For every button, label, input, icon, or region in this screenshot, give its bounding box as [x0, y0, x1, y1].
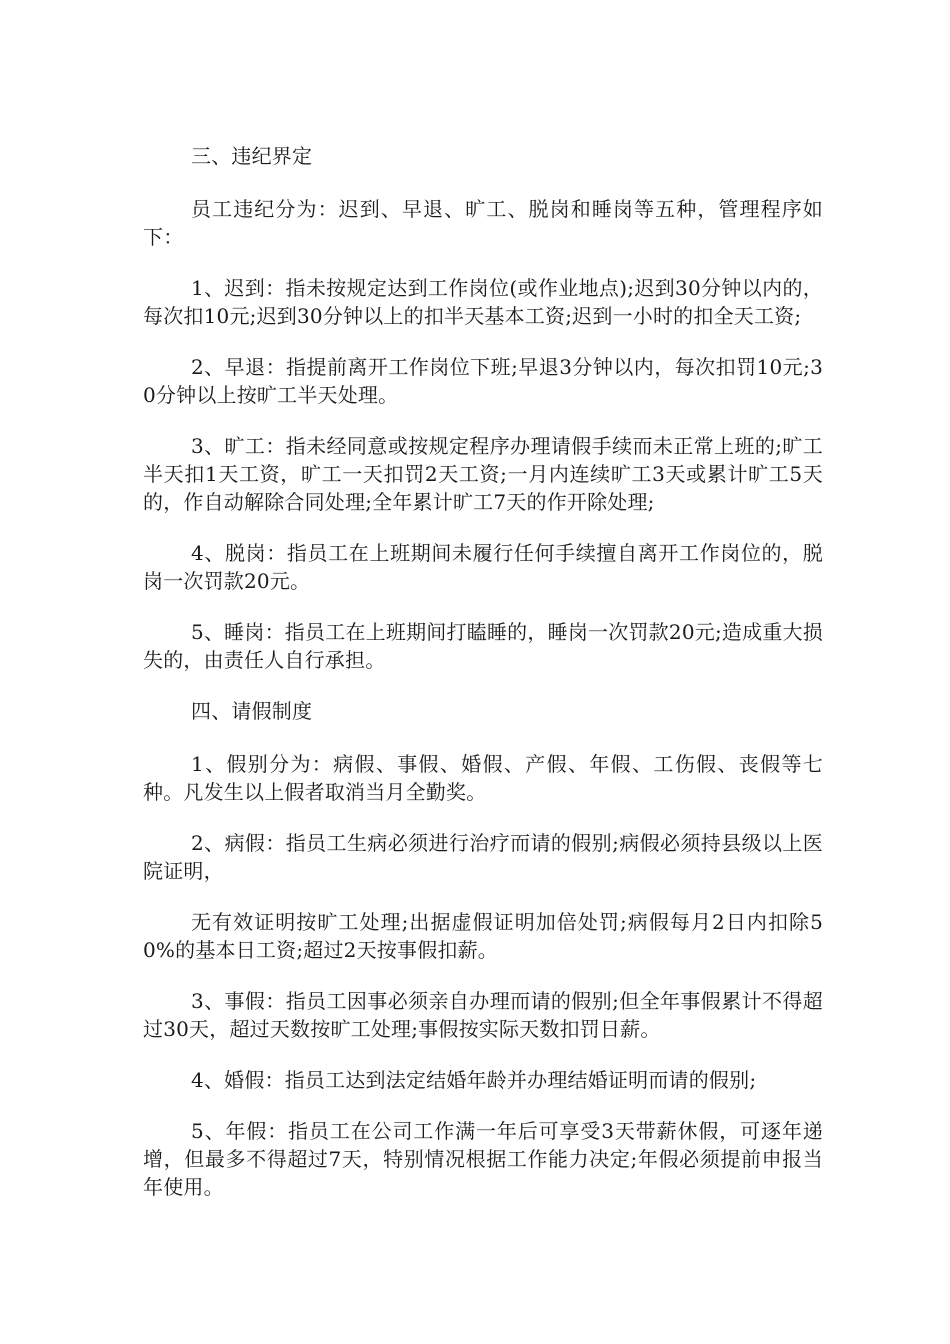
paragraph-sleeping-on-duty: 5、睡岗：指员工在上班期间打瞌睡的，睡岗一次罚款20元;造成重大损失的，由责任人自行承担。: [143, 620, 823, 672]
paragraph-discipline-intro: 员工违纪分为：迟到、早退、旷工、脱岗和睡岗等五种，管理程序如下：: [143, 197, 823, 249]
paragraph-leave-types: 1、假别分为：病假、事假、婚假、产假、年假、工伤假、丧假等七种。凡发生以上假者取消当月全勤奖。: [143, 752, 823, 804]
paragraph-absence: 3、旷工：指未经同意或按规定程序办理请假手续而未正常上班的;旷工半天扣1天工资，旷工一天扣罚2天工资;一月内连续旷工3天或累计旷工5天的，作自动解除合同处理;全年累计旷工7天的作开除处理;: [143, 434, 823, 514]
paragraph-personal-leave: 3、事假：指员工因事必须亲自办理而请的假别;但全年事假累计不得超过30天，超过天数按旷工处理;事假按实际天数扣罚日薪。: [143, 989, 823, 1041]
paragraph-early-leave: 2、早退：指提前离开工作岗位下班;早退3分钟以内，每次扣罚10元;30分钟以上按旷工半天处理。: [143, 355, 823, 407]
paragraph-marriage-leave: 4、婚假：指员工达到法定结婚年龄并办理结婚证明而请的假别;: [191, 1068, 757, 1092]
section-heading-discipline: 三、违纪界定: [191, 144, 313, 168]
paragraph-late: 1、迟到：指未按规定达到工作岗位(或作业地点);迟到30分钟以内的，每次扣10元;迟到30分钟以上的扣半天基本工资;迟到一小时的扣全天工资;: [143, 276, 823, 328]
paragraph-annual-leave: 5、年假：指员工在公司工作满一年后可享受3天带薪休假，可逐年递增，但最多不得超过7天，特别情况根据工作能力决定;年假必须提前申报当年使用。: [143, 1119, 823, 1199]
paragraph-sick-leave: 2、病假：指员工生病必须进行治疗而请的假别;病假必须持县级以上医院证明，: [143, 831, 823, 883]
section-heading-leave: 四、请假制度: [191, 699, 313, 723]
document-body: [143, 142, 823, 1224]
paragraph-sick-leave-cont: 无有效证明按旷工处理;出据虚假证明加倍处罚;病假每月2日内扣除50%的基本日工资;超过2天按事假扣薪。: [143, 910, 823, 962]
paragraph-leaving-post: 4、脱岗：指员工在上班期间未履行任何手续擅自离开工作岗位的，脱岗一次罚款20元。: [143, 541, 823, 593]
